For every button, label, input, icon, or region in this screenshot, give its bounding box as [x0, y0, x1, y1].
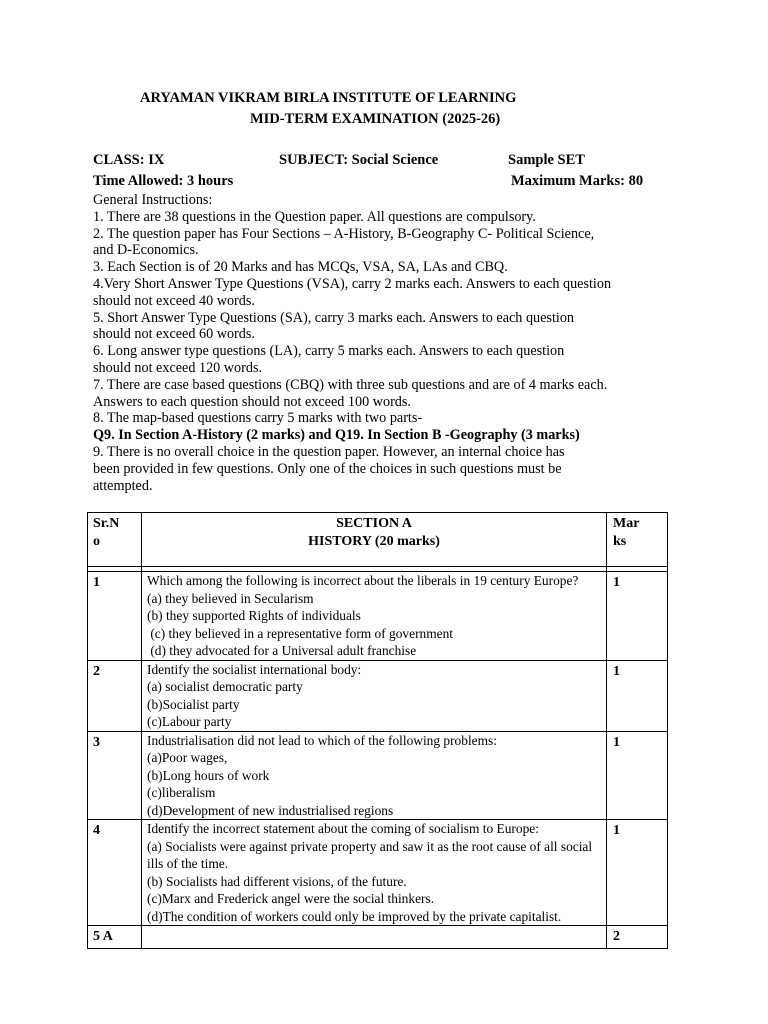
section-header	[142, 513, 607, 567]
question-number: 1	[88, 572, 142, 661]
question-number: 3	[88, 731, 142, 820]
set-label: Sample SET	[508, 152, 585, 168]
time-allowed: Time Allowed: 3 hours	[93, 173, 234, 189]
question-option: (d)The condition of workers could only be improved by the private capitalist.	[147, 908, 562, 924]
question-table	[87, 512, 668, 949]
question-text	[142, 572, 607, 661]
general-instructions	[93, 192, 673, 494]
instruction-line: 8. The map-based questions carry 5 marks with two parts-	[93, 410, 423, 427]
question-number: 2	[88, 660, 142, 731]
table-row	[88, 926, 668, 949]
question-marks: 2	[607, 926, 668, 949]
question-option: (b) Socialists had different visions, of the future.	[147, 873, 407, 889]
question-text	[142, 926, 607, 949]
question-stem: Industrialisation did not lead to which of the following problems:	[147, 732, 497, 748]
question-marks: 1	[607, 731, 668, 820]
marks-header: Mar ks	[607, 513, 668, 567]
question-stem: Identify the socialist international body:	[147, 661, 362, 677]
question-number: 5 A	[88, 926, 142, 949]
question-option: (a) they believed in Secularism	[147, 590, 314, 606]
section-subtitle: HISTORY (20 marks)	[308, 534, 440, 549]
table-row	[88, 731, 668, 820]
institute-title: ARYAMAN VIKRAM BIRLA INSTITUTE OF LEARNING	[140, 90, 517, 106]
question-option: (a) Socialists were against private property and saw it as the root cause of all social	[147, 838, 593, 854]
question-stem: Identify the incorrect statement about the coming of socialism to Europe:	[147, 821, 539, 836]
question-option: ills of the time.	[147, 856, 229, 871]
table-row	[88, 820, 668, 926]
instruction-line: 9. There is no overall choice in the question paper. However, an internal choice has	[93, 443, 565, 460]
map-question-note: Q9. In Section A-History (2 marks) and Q19. In Section B -Geography (3 marks)	[93, 427, 580, 444]
question-option: (a) socialist democratic party	[147, 679, 303, 694]
question-text	[142, 820, 607, 926]
instruction-line: should not exceed 120 words.	[93, 359, 263, 376]
instruction-line: should not exceed 40 words.	[93, 292, 255, 309]
table-header-row	[88, 513, 668, 567]
exam-title: MID-TERM EXAMINATION (2025-26)	[250, 111, 501, 127]
question-option: (c)liberalism	[147, 785, 216, 800]
instructions-heading: General Instructions:	[93, 192, 213, 208]
table-row	[88, 660, 668, 731]
question-text	[142, 660, 607, 731]
instruction-line: 7. There are case based questions (CBQ) with three sub questions and are of 4 marks each.	[93, 376, 608, 393]
instruction-line: 6. Long answer type questions (LA), carry 5 marks each. Answers to each question	[93, 343, 565, 360]
question-option: (c)Labour party	[147, 714, 232, 729]
question-option: (a)Poor wages,	[147, 750, 228, 765]
question-option: (d)Development of new industrialised regions	[147, 802, 394, 818]
question-marks: 1	[607, 572, 668, 661]
table-row	[88, 572, 668, 661]
instruction-line: 4.Very Short Answer Type Questions (VSA), carry 2 marks each. Answers to each question	[93, 275, 612, 292]
question-option: (b)Long hours of work	[147, 767, 270, 783]
question-text	[142, 731, 607, 820]
instruction-line: 2. The question paper has Four Sections – A-History, B-Geography C- Political Science,	[93, 225, 595, 242]
instruction-line: 1. There are 38 questions in the Question paper. All questions are compulsory.	[93, 208, 536, 225]
question-option: (b)Socialist party	[147, 696, 240, 712]
serial-no-header: Sr.N o	[88, 513, 142, 567]
subject-label: SUBJECT: Social Science	[279, 152, 439, 168]
question-rows	[88, 567, 668, 949]
question-option: (b) they supported Rights of individuals	[147, 608, 361, 623]
question-option: (d) they advocated for a Universal adult franchise	[147, 643, 417, 658]
question-marks: 1	[607, 660, 668, 731]
instruction-line: 5. Short Answer Type Questions (SA), carry 3 marks each. Answers to each question	[93, 309, 575, 326]
instruction-line: attempted.	[93, 477, 153, 494]
instruction-line: and D-Economics.	[93, 242, 199, 259]
section-title: SECTION A	[336, 516, 412, 531]
instruction-line: Answers to each question should not exceed 100 words.	[93, 393, 411, 410]
instruction-line: been provided in few questions. Only one of the choices in such questions must be	[93, 460, 562, 477]
question-marks: 1	[607, 820, 668, 926]
question-stem: Which among the following is incorrect about the liberals in 19 century Europe?	[147, 573, 579, 588]
question-number: 4	[88, 820, 142, 926]
class-label: CLASS: IX	[93, 152, 165, 168]
instruction-line: 3. Each Section is of 20 Marks and has MCQs, VSA, SA, LAs and CBQ.	[93, 259, 508, 276]
question-option: (c)Marx and Frederick angel were the social thinkers.	[147, 891, 435, 906]
instruction-line: should not exceed 60 words.	[93, 326, 255, 343]
question-option: (c) they believed in a representative form of government	[147, 625, 453, 641]
maximum-marks: Maximum Marks: 80	[511, 173, 644, 189]
